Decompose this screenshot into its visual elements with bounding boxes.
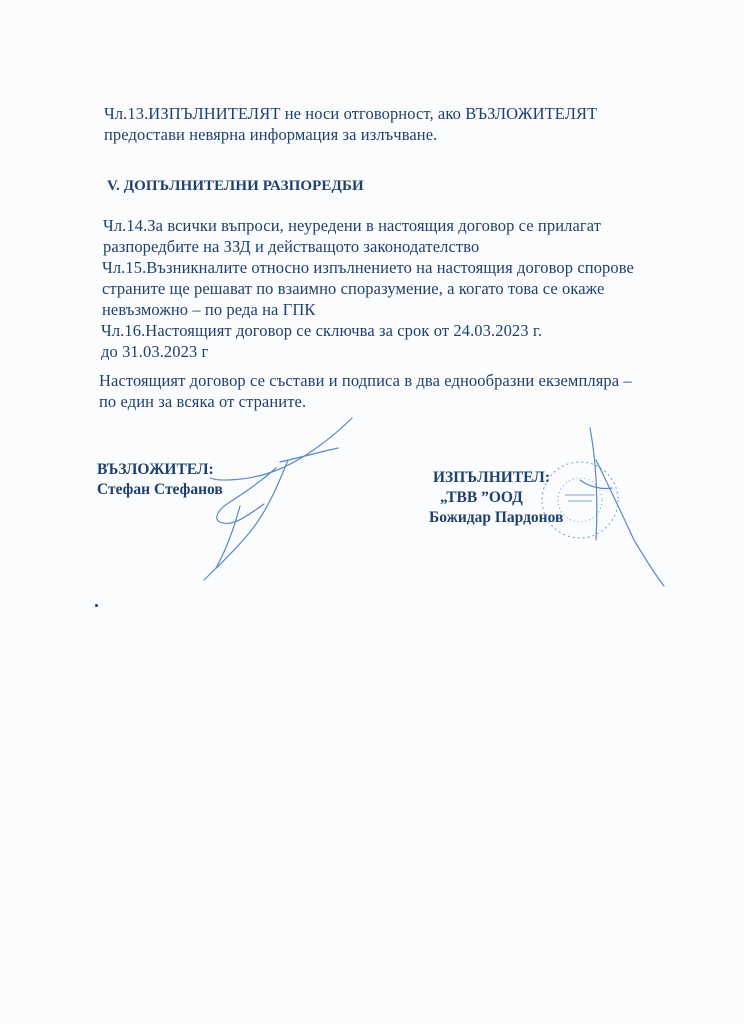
client-signature bbox=[180, 410, 380, 590]
article-15-line-2: страните ще решават по взаимно споразумение, а когато това се окаже bbox=[102, 279, 605, 298]
client-role-label: ВЪЗЛОЖИТЕЛ: bbox=[97, 461, 214, 478]
article-13-line-1: Чл.13.ИЗПЪЛНИТЕЛЯТ не носи отговорност, ако ВЪЗЛОЖИТЕЛЯТ bbox=[104, 104, 598, 123]
article-15-line-3: невъзможно – по реда на ГПК bbox=[102, 300, 316, 319]
contractor-name: Божидар Пардонов bbox=[429, 509, 564, 526]
article-16-line-2: до 31.03.2023 г bbox=[101, 342, 209, 361]
article-14-line-1: Чл.14.За всички въпроси, неуредени в настоящия договор се прилагат bbox=[103, 216, 602, 235]
closing-line-2: по един за всяка от страните. bbox=[99, 392, 307, 411]
article-14-line-2: разпоредбите на ЗЗД и действащото законодателство bbox=[103, 237, 480, 256]
stray-mark bbox=[95, 604, 98, 607]
contractor-signature bbox=[560, 420, 670, 590]
contractor-company: „ТВВ ”ООД bbox=[440, 489, 523, 506]
contractor-role-label: ИЗПЪЛНИТЕЛ: bbox=[433, 469, 550, 486]
section-heading: V. ДОПЪЛНИТЕЛНИ РАЗПОРЕДБИ bbox=[107, 178, 364, 194]
article-16-line-1: Чл.16.Настоящият договор се сключва за срок от 24.03.2023 г. bbox=[101, 321, 543, 340]
article-13-line-2: предостави невярна информация за излъчване. bbox=[104, 125, 438, 144]
client-name: Стефан Стефанов bbox=[97, 481, 223, 498]
closing-line-1: Настоящият договор се състави и подписа в два еднообразни екземпляра – bbox=[99, 371, 632, 390]
article-15-line-1: Чл.15.Възникналите относно изпълнението на настоящия договор спорове bbox=[102, 258, 634, 277]
